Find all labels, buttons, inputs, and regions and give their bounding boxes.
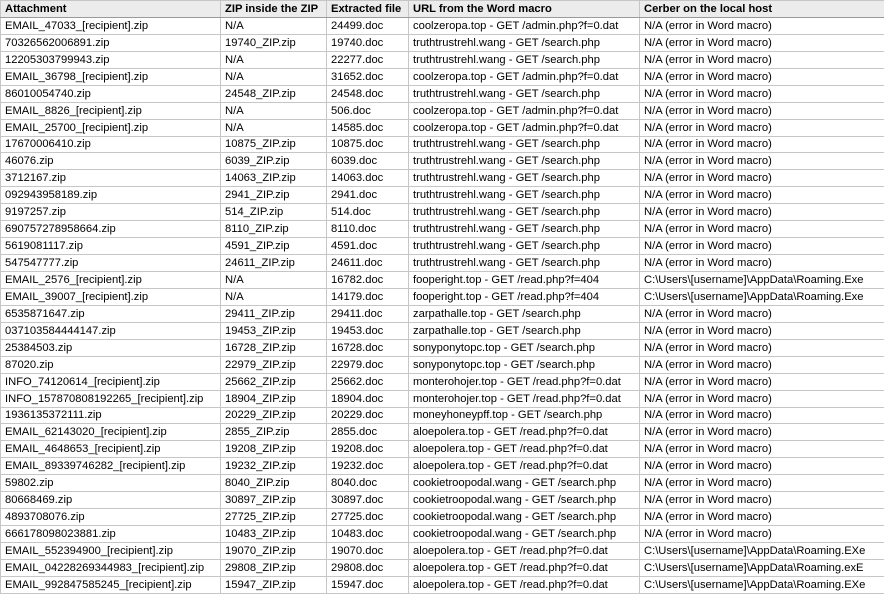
extracted-file-cell: 19070.doc [327,543,409,560]
url-cell: zarpathalle.top - GET /search.php [409,305,640,322]
header-url-from-macro: URL from the Word macro [409,1,640,18]
extracted-file-cell: 29808.doc [327,559,409,576]
table-row [1,492,884,509]
cerber-cell: N/A (error in Word macro) [640,441,884,458]
url-cell: coolzeropa.top - GET /admin.php?f=0.dat [409,102,640,119]
table-row [1,221,884,238]
extracted-file-cell: 514.doc [327,204,409,221]
cerber-cell: N/A (error in Word macro) [640,255,884,272]
attachment-cell: 4893708076.zip [1,509,221,526]
table-row [1,255,884,272]
url-cell: truthtrustrehl.wang - GET /search.php [409,187,640,204]
zip-inside-zip-cell: 30897_ZIP.zip [221,492,327,509]
attachment-cell: 80668469.zip [1,492,221,509]
zip-inside-zip-cell: 19453_ZIP.zip [221,322,327,339]
attachment-cell: EMAIL_36798_[recipient].zip [1,68,221,85]
zip-inside-zip-cell: N/A [221,272,327,289]
extracted-file-cell: 14063.doc [327,170,409,187]
url-cell: truthtrustrehl.wang - GET /search.php [409,153,640,170]
table-row [1,17,884,34]
extracted-file-cell: 19740.doc [327,34,409,51]
cerber-cell: N/A (error in Word macro) [640,356,884,373]
attachment-cell: EMAIL_992847585245_[recipient].zip [1,576,221,593]
url-cell: truthtrustrehl.wang - GET /search.php [409,204,640,221]
url-cell: aloepolera.top - GET /read.php?f=0.dat [409,576,640,593]
zip-inside-zip-cell: N/A [221,68,327,85]
zip-inside-zip-cell: 22979_ZIP.zip [221,356,327,373]
extracted-file-cell: 16728.doc [327,339,409,356]
extracted-file-cell: 2855.doc [327,424,409,441]
extracted-file-cell: 14179.doc [327,288,409,305]
url-cell: fooperight.top - GET /read.php?f=404 [409,272,640,289]
extracted-file-cell: 6039.doc [327,153,409,170]
url-cell: truthtrustrehl.wang - GET /search.php [409,238,640,255]
extracted-file-cell: 19453.doc [327,322,409,339]
cerber-cell: N/A (error in Word macro) [640,526,884,543]
extracted-file-cell: 18904.doc [327,390,409,407]
url-cell: cookietroopodal.wang - GET /search.php [409,526,640,543]
url-cell: truthtrustrehl.wang - GET /search.php [409,136,640,153]
header-extracted-file: Extracted file [327,1,409,18]
table-row [1,407,884,424]
zip-inside-zip-cell: N/A [221,51,327,68]
header-zip-inside-zip: ZIP inside the ZIP [221,1,327,18]
zip-inside-zip-cell: 16728_ZIP.zip [221,339,327,356]
zip-inside-zip-cell: 6039_ZIP.zip [221,153,327,170]
zip-inside-zip-cell: 2855_ZIP.zip [221,424,327,441]
table-row [1,136,884,153]
extracted-file-cell: 506.doc [327,102,409,119]
cerber-cell: N/A (error in Word macro) [640,34,884,51]
attachment-cell: 547547777.zip [1,255,221,272]
cerber-cell: N/A (error in Word macro) [640,475,884,492]
zip-inside-zip-cell: 2941_ZIP.zip [221,187,327,204]
table-row [1,288,884,305]
table-row [1,102,884,119]
url-cell: sonyponytopc.top - GET /search.php [409,356,640,373]
zip-inside-zip-cell: N/A [221,17,327,34]
extracted-file-cell: 10483.doc [327,526,409,543]
table-row [1,204,884,221]
attachment-cell: 70326562006891.zip [1,34,221,51]
extracted-file-cell: 4591.doc [327,238,409,255]
cerber-cell: N/A (error in Word macro) [640,85,884,102]
extracted-file-cell: 10875.doc [327,136,409,153]
cerber-cell: C:\Users\[username]\AppData\Roaming.Exe [640,288,884,305]
attachment-cell: 17670006410.zip [1,136,221,153]
attachment-cell: INFO_74120614_[recipient].zip [1,373,221,390]
attachment-cell: 3712167.zip [1,170,221,187]
extracted-file-cell: 27725.doc [327,509,409,526]
url-cell: aloepolera.top - GET /read.php?f=0.dat [409,559,640,576]
attachment-cell: EMAIL_47033_[recipient].zip [1,17,221,34]
zip-inside-zip-cell: 19740_ZIP.zip [221,34,327,51]
extracted-file-cell: 31652.doc [327,68,409,85]
table-row [1,441,884,458]
url-cell: monterohojer.top - GET /read.php?f=0.dat [409,390,640,407]
cerber-cell: N/A (error in Word macro) [640,373,884,390]
zip-inside-zip-cell: 15947_ZIP.zip [221,576,327,593]
extracted-file-cell: 19232.doc [327,458,409,475]
table-row [1,322,884,339]
cerber-cell: C:\Users\[username]\AppData\Roaming.Exe [640,272,884,289]
zip-inside-zip-cell: 14063_ZIP.zip [221,170,327,187]
url-cell: truthtrustrehl.wang - GET /search.php [409,34,640,51]
zip-inside-zip-cell: 19070_ZIP.zip [221,543,327,560]
url-cell: aloepolera.top - GET /read.php?f=0.dat [409,458,640,475]
table-row [1,153,884,170]
zip-inside-zip-cell: 514_ZIP.zip [221,204,327,221]
zip-inside-zip-cell: 10483_ZIP.zip [221,526,327,543]
cerber-cell: N/A (error in Word macro) [640,322,884,339]
extracted-file-cell: 24499.doc [327,17,409,34]
url-cell: coolzeropa.top - GET /admin.php?f=0.dat [409,119,640,136]
url-cell: sonyponytopc.top - GET /search.php [409,339,640,356]
url-cell: monterohojer.top - GET /read.php?f=0.dat [409,373,640,390]
zip-inside-zip-cell: 29411_ZIP.zip [221,305,327,322]
cerber-cell: N/A (error in Word macro) [640,17,884,34]
cerber-cell: N/A (error in Word macro) [640,153,884,170]
extracted-file-cell: 22979.doc [327,356,409,373]
table-row [1,119,884,136]
zip-inside-zip-cell: 19232_ZIP.zip [221,458,327,475]
zip-inside-zip-cell: 18904_ZIP.zip [221,390,327,407]
table-row [1,238,884,255]
url-cell: zarpathalle.top - GET /search.php [409,322,640,339]
url-cell: truthtrustrehl.wang - GET /search.php [409,85,640,102]
attachment-cell: 86010054740.zip [1,85,221,102]
header-row [1,1,884,18]
extracted-file-cell: 2941.doc [327,187,409,204]
table-body [1,17,884,593]
attachment-cell: 690757278958664.zip [1,221,221,238]
table-row [1,559,884,576]
url-cell: cookietroopodal.wang - GET /search.php [409,475,640,492]
table-row [1,526,884,543]
table-row [1,85,884,102]
cerber-cell: N/A (error in Word macro) [640,136,884,153]
extracted-file-cell: 8110.doc [327,221,409,238]
table-row [1,543,884,560]
cerber-cell: N/A (error in Word macro) [640,221,884,238]
url-cell: moneyhoneypff.top - GET /search.php [409,407,640,424]
extracted-file-cell: 14585.doc [327,119,409,136]
table-row [1,187,884,204]
attachment-cell: 037103584444147.zip [1,322,221,339]
url-cell: cookietroopodal.wang - GET /search.php [409,509,640,526]
attachment-cell: 1936135372111.zip [1,407,221,424]
zip-inside-zip-cell: 29808_ZIP.zip [221,559,327,576]
extracted-file-cell: 24611.doc [327,255,409,272]
extracted-file-cell: 25662.doc [327,373,409,390]
url-cell: truthtrustrehl.wang - GET /search.php [409,170,640,187]
table-row [1,68,884,85]
cerber-cell: N/A (error in Word macro) [640,339,884,356]
attachment-cell: 25384503.zip [1,339,221,356]
cerber-cell: N/A (error in Word macro) [640,509,884,526]
zip-inside-zip-cell: 27725_ZIP.zip [221,509,327,526]
url-cell: truthtrustrehl.wang - GET /search.php [409,221,640,238]
cerber-cell: C:\Users\[username]\AppData\Roaming.exE [640,559,884,576]
table-row [1,34,884,51]
extracted-file-cell: 24548.doc [327,85,409,102]
cerber-cell: N/A (error in Word macro) [640,187,884,204]
url-cell: coolzeropa.top - GET /admin.php?f=0.dat [409,17,640,34]
table-row [1,305,884,322]
table-row [1,424,884,441]
attachment-cell: INFO_157870808192265_[recipient].zip [1,390,221,407]
attachment-cell: EMAIL_552394900_[recipient].zip [1,543,221,560]
attachment-cell: EMAIL_39007_[recipient].zip [1,288,221,305]
extracted-file-cell: 15947.doc [327,576,409,593]
attachment-cell: EMAIL_62143020_[recipient].zip [1,424,221,441]
cerber-cell: N/A (error in Word macro) [640,51,884,68]
attachment-cell: EMAIL_89339746282_[recipient].zip [1,458,221,475]
extracted-file-cell: 22277.doc [327,51,409,68]
cerber-cell: N/A (error in Word macro) [640,238,884,255]
table-row [1,170,884,187]
attachment-cell: EMAIL_04228269344983_[recipient].zip [1,559,221,576]
zip-inside-zip-cell: 8040_ZIP.zip [221,475,327,492]
extracted-file-cell: 16782.doc [327,272,409,289]
extracted-file-cell: 8040.doc [327,475,409,492]
zip-inside-zip-cell: N/A [221,102,327,119]
url-cell: aloepolera.top - GET /read.php?f=0.dat [409,543,640,560]
attachment-cell: 666178098023881.zip [1,526,221,543]
table-row [1,458,884,475]
cerber-cell: N/A (error in Word macro) [640,305,884,322]
header-cerber-local-host: Cerber on the local host [640,1,884,18]
attachment-cell: EMAIL_4648653_[recipient].zip [1,441,221,458]
table-row [1,272,884,289]
attachment-cell: 87020.zip [1,356,221,373]
extracted-file-cell: 20229.doc [327,407,409,424]
table-row [1,475,884,492]
zip-inside-zip-cell: N/A [221,288,327,305]
cerber-cell: N/A (error in Word macro) [640,390,884,407]
table-row [1,51,884,68]
extracted-file-cell: 30897.doc [327,492,409,509]
url-cell: fooperight.top - GET /read.php?f=404 [409,288,640,305]
cerber-cell: N/A (error in Word macro) [640,68,884,85]
url-cell: aloepolera.top - GET /read.php?f=0.dat [409,424,640,441]
zip-inside-zip-cell: 24611_ZIP.zip [221,255,327,272]
url-cell: cookietroopodal.wang - GET /search.php [409,492,640,509]
zip-inside-zip-cell: 10875_ZIP.zip [221,136,327,153]
table-row [1,339,884,356]
attachment-cell: 46076.zip [1,153,221,170]
attachment-cell: 5619081117.zip [1,238,221,255]
table-row [1,356,884,373]
cerber-cell: C:\Users\[username]\AppData\Roaming.EXe [640,543,884,560]
attachment-cell: EMAIL_8826_[recipient].zip [1,102,221,119]
extracted-file-cell: 19208.doc [327,441,409,458]
cerber-cell: N/A (error in Word macro) [640,424,884,441]
cerber-cell: N/A (error in Word macro) [640,492,884,509]
cerber-cell: N/A (error in Word macro) [640,407,884,424]
zip-inside-zip-cell: 4591_ZIP.zip [221,238,327,255]
zip-inside-zip-cell: 24548_ZIP.zip [221,85,327,102]
cerber-cell: C:\Users\[username]\AppData\Roaming.EXe [640,576,884,593]
attachment-cell: 12205303799943.zip [1,51,221,68]
cerber-cell: N/A (error in Word macro) [640,170,884,187]
attachment-cell: 6535871647.zip [1,305,221,322]
url-cell: truthtrustrehl.wang - GET /search.php [409,51,640,68]
cerber-cell: N/A (error in Word macro) [640,102,884,119]
table-row [1,509,884,526]
cerber-cell: N/A (error in Word macro) [640,458,884,475]
zip-inside-zip-cell: 20229_ZIP.zip [221,407,327,424]
cerber-cell: N/A (error in Word macro) [640,204,884,221]
zip-inside-zip-cell: 19208_ZIP.zip [221,441,327,458]
attachment-cell: 59802.zip [1,475,221,492]
cerber-cell: N/A (error in Word macro) [640,119,884,136]
table-row [1,373,884,390]
table-row [1,576,884,593]
attachment-cell: EMAIL_25700_[recipient].zip [1,119,221,136]
zip-inside-zip-cell: N/A [221,119,327,136]
attachment-cell: 092943958189.zip [1,187,221,204]
zip-inside-zip-cell: 25662_ZIP.zip [221,373,327,390]
table-row [1,390,884,407]
url-cell: aloepolera.top - GET /read.php?f=0.dat [409,441,640,458]
url-cell: truthtrustrehl.wang - GET /search.php [409,255,640,272]
extracted-file-cell: 29411.doc [327,305,409,322]
url-cell: coolzeropa.top - GET /admin.php?f=0.dat [409,68,640,85]
zip-inside-zip-cell: 8110_ZIP.zip [221,221,327,238]
attachment-cell: 9197257.zip [1,204,221,221]
header-attachment: Attachment [1,1,221,18]
attachment-cell: EMAIL_2576_[recipient].zip [1,272,221,289]
